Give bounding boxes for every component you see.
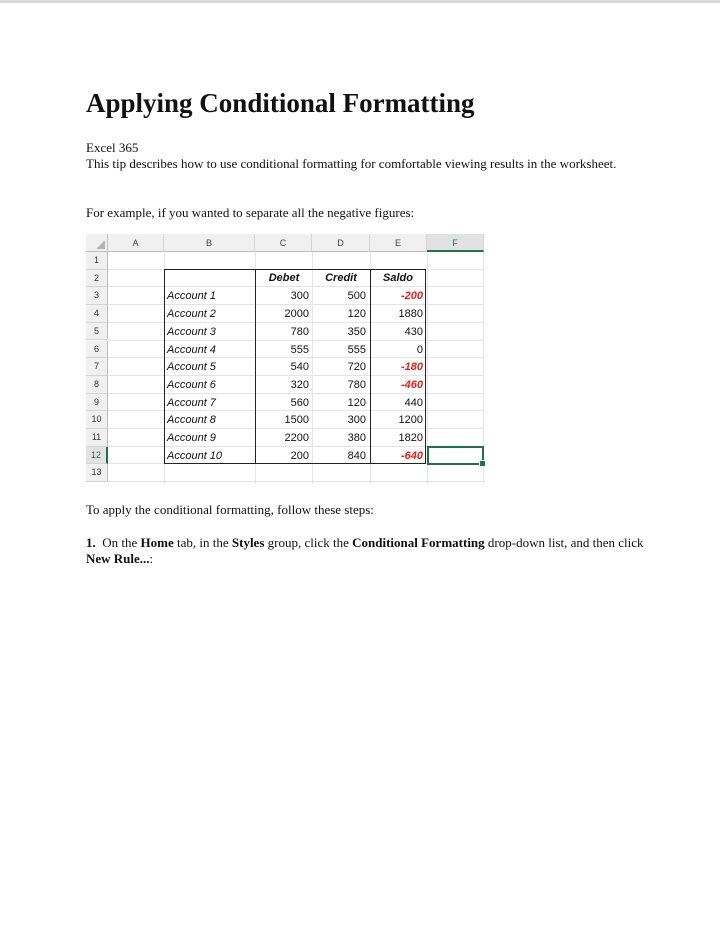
account-cell[interactable]: Account 5 [167, 361, 216, 374]
credit-cell[interactable]: 720 [347, 361, 366, 374]
row-header-3[interactable]: 3 [86, 287, 108, 305]
row-header-6[interactable]: 6 [86, 341, 108, 359]
row-header-4[interactable]: 4 [86, 305, 108, 323]
row-header-9[interactable]: 9 [86, 394, 108, 412]
account-cell[interactable]: Account 6 [167, 378, 216, 391]
new-rule-label: New Rule... [86, 551, 150, 566]
version-label: Excel 365 [86, 140, 139, 155]
credit-cell[interactable]: 500 [347, 290, 366, 303]
table-divider [425, 270, 426, 463]
header-credit: Credit [325, 272, 357, 284]
account-cell[interactable]: Account 9 [167, 432, 216, 444]
home-tab-label: Home [140, 535, 174, 550]
top-divider [0, 0, 720, 3]
row-header-12[interactable]: 12 [86, 447, 108, 465]
step-text: tab, in the [173, 535, 232, 550]
account-cell[interactable]: Account 10 [167, 449, 223, 462]
row-header-10[interactable]: 10 [86, 411, 108, 429]
page-title: Applying Conditional Formatting [86, 88, 475, 118]
intro-description: This tip describes how to use conditional formatting for comfortable viewing results in the worksheet. [86, 156, 617, 171]
column-header-a[interactable]: A [108, 234, 164, 252]
row-header-13[interactable]: 13 [86, 464, 108, 482]
row-header-8[interactable]: 8 [86, 376, 108, 394]
saldo-cell[interactable]: -640 [400, 449, 423, 462]
conditional-formatting-label: Conditional Formatting [352, 535, 485, 550]
credit-cell[interactable]: 120 [347, 396, 366, 409]
account-cell[interactable]: Account 1 [167, 290, 216, 303]
step-number: 1. [86, 535, 96, 550]
debet-cell[interactable]: 780 [290, 325, 309, 338]
steps-intro: To apply the conditional formatting, follow these steps: [86, 502, 374, 517]
debet-cell[interactable]: 555 [290, 343, 309, 356]
step-text: On the [102, 535, 141, 550]
row-header-5[interactable]: 5 [86, 323, 108, 341]
credit-cell[interactable]: 780 [347, 378, 366, 391]
row-header-11[interactable]: 11 [86, 429, 108, 447]
credit-cell[interactable]: 555 [347, 343, 366, 356]
debet-cell[interactable]: 2200 [284, 432, 309, 444]
saldo-cell[interactable]: -180 [400, 361, 423, 374]
credit-cell[interactable]: 350 [347, 325, 366, 338]
debet-cell[interactable]: 300 [290, 290, 309, 303]
account-cell[interactable]: Account 3 [167, 325, 216, 338]
column-header-c[interactable]: C [255, 234, 312, 252]
saldo-cell[interactable]: 430 [404, 325, 423, 338]
step-text: : [149, 551, 154, 566]
debet-cell[interactable]: 1500 [284, 414, 309, 427]
select-all-corner[interactable] [86, 234, 108, 252]
column-header-d[interactable]: D [312, 234, 370, 252]
column-header-e[interactable]: E [370, 234, 427, 252]
account-cell[interactable]: Account 7 [167, 396, 216, 409]
header-debet: Debet [268, 272, 300, 284]
row-header-7[interactable]: 7 [86, 358, 108, 376]
saldo-cell[interactable]: 1820 [398, 432, 423, 444]
saldo-cell[interactable]: 0 [416, 343, 423, 356]
account-cell[interactable]: Account 8 [167, 414, 216, 427]
spreadsheet-screenshot [86, 234, 484, 484]
gridline [108, 481, 484, 482]
saldo-cell[interactable]: -460 [400, 378, 423, 391]
debet-cell[interactable]: 320 [290, 378, 309, 391]
credit-cell[interactable]: 840 [347, 449, 366, 462]
debet-cell[interactable]: 200 [290, 449, 309, 462]
account-cell[interactable]: Account 4 [167, 343, 216, 356]
column-header-f[interactable]: F [427, 234, 484, 252]
saldo-cell[interactable]: -200 [400, 290, 423, 303]
debet-cell[interactable]: 2000 [284, 308, 309, 321]
step-text: group, click the [264, 535, 353, 550]
saldo-cell[interactable]: 440 [404, 396, 423, 409]
credit-cell[interactable]: 120 [347, 308, 366, 321]
credit-cell[interactable]: 300 [347, 414, 366, 427]
styles-group-label: Styles [231, 535, 265, 550]
saldo-cell[interactable]: 1200 [398, 414, 423, 427]
header-saldo: Saldo [383, 272, 413, 284]
credit-cell[interactable]: 380 [347, 432, 366, 444]
column-header-b[interactable]: B [164, 234, 255, 252]
debet-cell[interactable]: 540 [290, 361, 309, 374]
example-text: For example, if you wanted to separate all the negative figures: [86, 205, 415, 220]
step-1 [86, 535, 646, 567]
account-cell[interactable]: Account 2 [167, 308, 216, 321]
row-header-1[interactable]: 1 [86, 252, 108, 270]
row-header-2[interactable]: 2 [86, 270, 108, 288]
selected-cell-f12[interactable] [427, 446, 484, 465]
saldo-cell[interactable]: 1880 [398, 308, 423, 321]
debet-cell[interactable]: 560 [290, 396, 309, 409]
step-text: drop-down list, and then click [484, 535, 644, 550]
